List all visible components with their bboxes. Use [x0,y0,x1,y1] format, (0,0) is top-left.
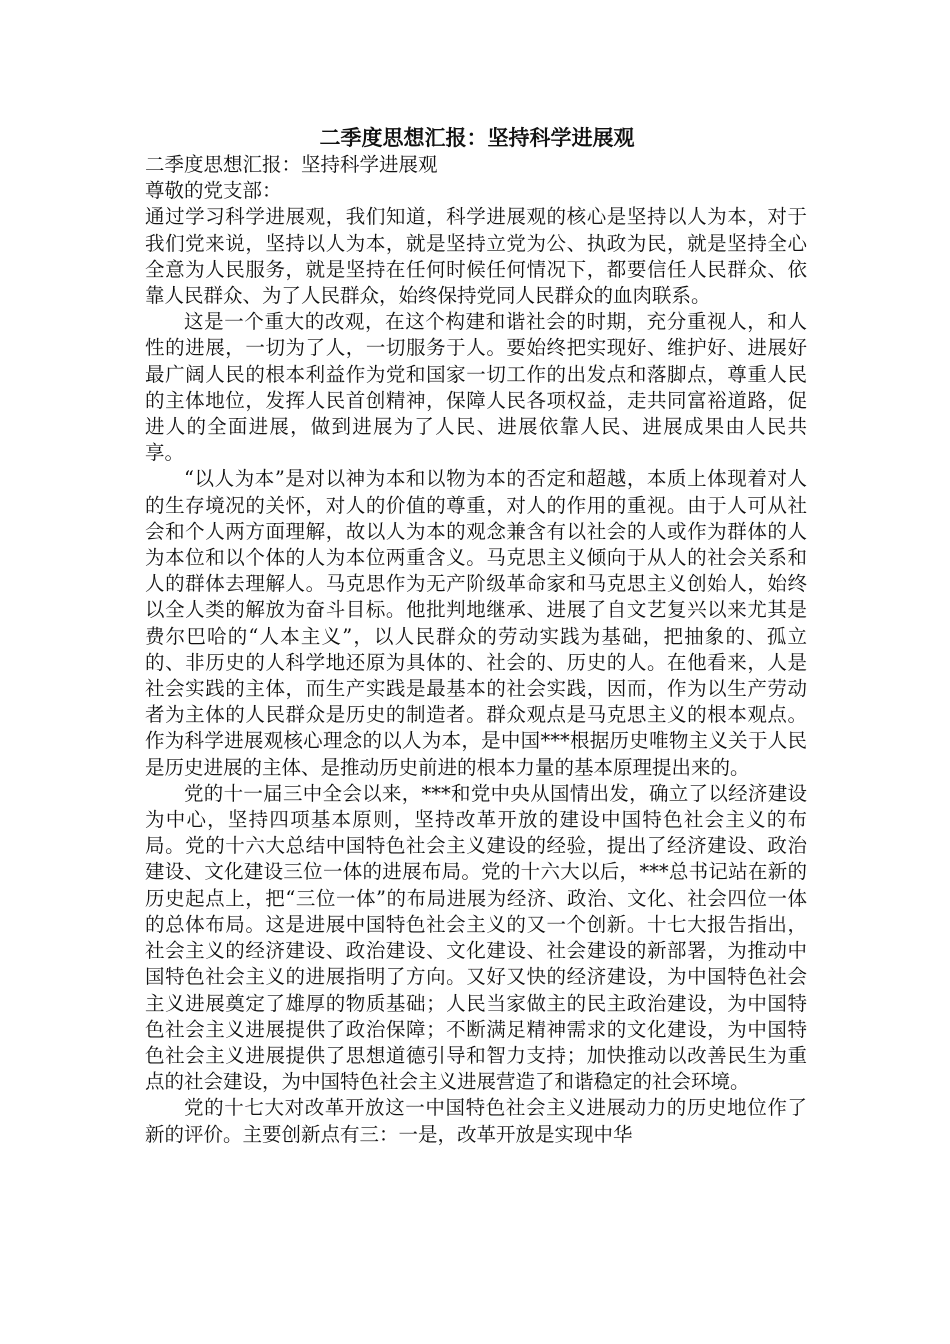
paragraph-4: 党的十一届三中全会以来，***和党中央从国情出发，确立了以经济建设为中心，坚持四项基本原则，坚持改革开放的建设中国特色社会主义的布局。党的十六大总结中国特色社会主义建设的经验，提出了经济建设、政治建设、文化建设三位一体的进展布局。党的十六大以后，***总书记站在新的历史起点上，把“三位一体”的布局进展为经济、政治、文化、社会四位一体的总体布局。这是进展中国特色社会主义的又一个创新。十七大报告指出，社会主义的经济建设、政治建设、文化建设、社会建设的新部署，为推动中国特色社会主义的进展指明了方向。又好又快的经济建设，为中国特色社会主义进展奠定了雄厚的物质基础；人民当家做主的民主政治建设，为中国特色社会主义进展提供了政治保障；不断满足精神需求的文化建设，为中国特色社会主义进展提供了思想道德引导和智力支持；加快推动以改善民生为重点的社会建设，为中国特色社会主义进展营造了和谐稳定的社会环境。 [145,781,807,1094]
document-subtitle: 二季度思想汇报：坚持科学进展观 [145,153,438,176]
paragraph-2: 这是一个重大的改观，在这个构建和谐社会的时期，充分重视人，和人性的进展，一切为了人，一切服务于人。要始终把实现好、维护好、进展好最广阔人民的根本利益作为党和国家一切工作的出发点和落脚点，尊重人民的主体地位，发挥人民首创精神，保障人民各项权益，走共同富裕道路，促进人的全面进展，做到进展为了人民、进展依靠人民、进展成果由人民共享。 [145,310,807,465]
document-body [145,124,807,1148]
paragraph-1: 通过学习科学进展观，我们知道，科学进展观的核心是坚持以人为本，对于我们党来说，坚持以人为本，就是坚持立党为公、执政为民，就是坚持全心全意为人民服务，就是坚持在任何时候任何情况下，都要信任人民群众、依靠人民群众、为了人民群众，始终保持党同人民群众的血肉联系。 [145,205,807,308]
salutation: 尊敬的党支部： [145,179,282,203]
document-title: 二季度思想汇报：坚持科学进展观 [319,125,635,150]
paragraph-3: “以人为本”是对以神为本和以物为本的否定和超越，本质上体现着对人的生存境况的关怀，对人的价值的尊重，对人的作用的重视。由于人可从社会和个人两方面理解，故以人为本的观念兼含有以社会的人或作为群体的人为本位和以个体的人为本位两重含义。马克思主义倾向于从人的社会关系和人的群体去理解人。马克思作为无产阶级革命家和马克思主义创始人，始终以全人类的解放为奋斗目标。他批判地继承、进展了自文艺复兴以来尤其是费尔巴哈的“人本主义”，以人民群众的劳动实践为基础，把抽象的、孤立的、非历史的人科学地还原为具体的、社会的、历史的人。在他看来，人是社会实践的主体，而生产实践是最基本的社会实践，因而，作为以生产劳动者为主体的人民群众是历史的制造者。群众观点是马克思主义的根本观点。作为科学进展观核心理念的以人为本，是中国***根据历史唯物主义关于人民是历史进展的主体、是推动历史前进的根本力量的基本原理提出来的。 [145,467,807,779]
paragraph-5: 党的十七大对改革开放这一中国特色社会主义进展动力的历史地位作了新的评价。主要创新点有三：一是，改革开放是实现中华 [145,1096,807,1146]
